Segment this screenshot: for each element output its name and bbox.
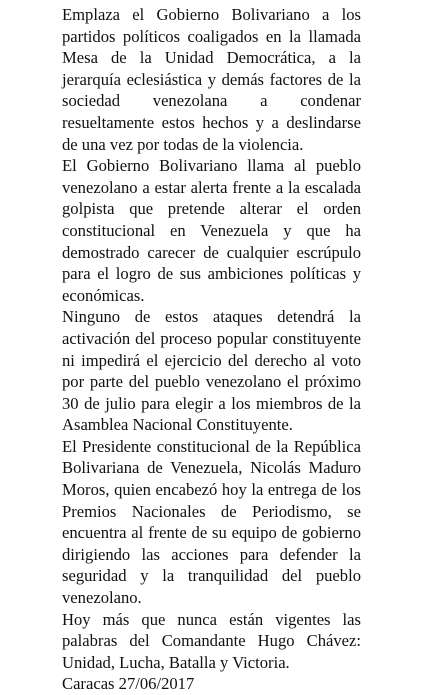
- document-page: [62, 0, 361, 695]
- paragraph-ninguno-de-estos-ataques: Ninguno de estos ataques detendrá la activación del proceso popular constituyente ni impedirá el ejercicio del derecho al voto por parte del pueblo venezolano el próximo 30 de julio para elegir a los miembros de la Asamblea Nacional Constituyente.: [62, 307, 361, 435]
- paragraph-llama-al-pueblo: El Gobierno Bolivariano llama al pueblo venezolano a estar alerta frente a la escalada golpista que pretende alterar el orden constitucional en Venezuela y que ha demostrado carecer de cualquier escrúpulo para el logro de sus ambiciones políticas y económicas.: [62, 156, 361, 305]
- paragraph-presidente-constitucional: El Presidente constitucional de la República Bolivariana de Venezuela, Nicolás Maduro Moros, quien encabezó hoy la entrega de los Premios Nacionales de Periodismo, se encuentra al frente de su equipo de gobierno dirigiendo las acciones para defender la seguridad y la tranquilidad del pueblo venezolano.: [62, 436, 361, 608]
- paragraph-emplaza: Emplaza el Gobierno Bolivariano a los partidos políticos coaligados en la llamada Mesa de la Unidad Democrática, a la jerarquía eclesiástica y demás factores de la sociedad venezolana a condenar resueltamente estos hechos y a deslindarse de una vez por todas de la violencia.: [62, 5, 361, 154]
- place-and-date: Caracas 27/06/2017: [62, 674, 195, 694]
- paragraph-hoy-mas-que-nunca: Hoy más que nunca están vigentes las palabras del Comandante Hugo Chávez: Unidad, Lucha, Batalla y Victoria.: [62, 609, 361, 672]
